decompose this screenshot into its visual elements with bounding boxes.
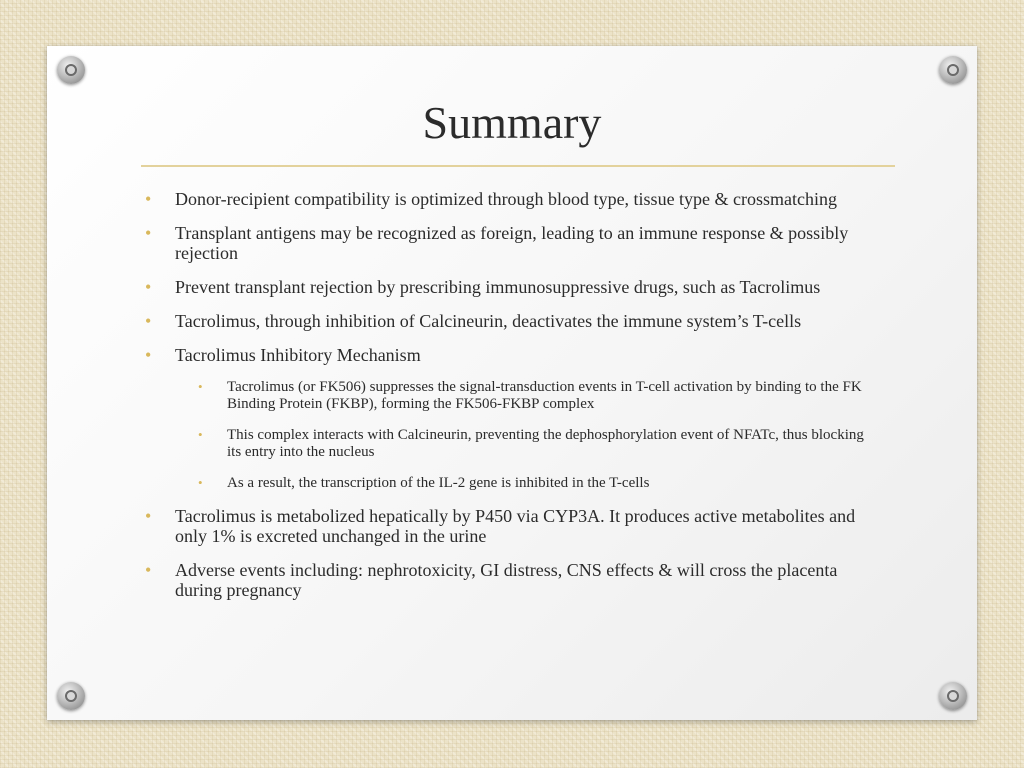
pin-icon: [57, 682, 85, 710]
sub-bullet-text: Tacrolimus (or FK506) suppresses the signal-transduction events in T-cell activation by binding to the FK Binding Protein (FKBP), forming the FK506-FKBP complex: [227, 379, 862, 412]
bullet-item: [141, 345, 881, 365]
bullet-text: Tacrolimus, through inhibition of Calcineurin, deactivates the immune system’s T-cells: [175, 311, 802, 331]
pin-icon: [939, 682, 967, 710]
bullet-item: [141, 560, 881, 600]
sub-bullet-item: [141, 379, 881, 413]
bullet-icon: •: [145, 223, 152, 243]
bullet-icon: •: [145, 311, 152, 331]
bullet-item: [141, 311, 881, 331]
sub-bullet-icon: •: [198, 427, 203, 442]
bullet-item: [141, 277, 881, 297]
bullet-list: [141, 189, 881, 614]
bullet-item: [141, 223, 881, 263]
bullet-item: [141, 189, 881, 209]
bullet-text: Donor-recipient compatibility is optimized through blood type, tissue type & crossmatching: [175, 189, 838, 209]
sub-bullet-item: [141, 475, 881, 492]
sub-bullet-text: As a result, the transcription of the IL-2 gene is inhibited in the T-cells: [227, 475, 650, 491]
title-divider: [141, 165, 895, 167]
bullet-text: Tacrolimus is metabolized hepatically by P450 via CYP3A. It produces active metabolites and only 1% is excreted unchanged in the urine: [175, 506, 856, 546]
bullet-icon: •: [145, 560, 152, 580]
sub-bullet-icon: •: [198, 475, 203, 490]
bullet-text: Adverse events including: nephrotoxicity, GI distress, CNS effects & will cross the placenta during pregnancy: [175, 560, 838, 600]
pin-icon: [57, 56, 85, 84]
bullet-item: [141, 506, 881, 546]
sub-bullet-item: [141, 427, 881, 461]
bullet-icon: •: [145, 506, 152, 526]
sub-bullet-text: This complex interacts with Calcineurin, preventing the dephosphorylation event of NFATc, thus blocking its entry into the nucleus: [227, 427, 864, 460]
sub-bullet-icon: •: [198, 379, 203, 394]
bullet-text: Transplant antigens may be recognized as foreign, leading to an immune response & possibly rejection: [175, 223, 849, 263]
bullet-text: Tacrolimus Inhibitory Mechanism: [175, 345, 421, 365]
bullet-icon: •: [145, 189, 152, 209]
slide-title: Summary: [422, 97, 602, 148]
bullet-icon: •: [145, 345, 152, 365]
bullet-icon: •: [145, 277, 152, 297]
slide: [47, 46, 977, 720]
pin-icon: [939, 56, 967, 84]
bullet-text: Prevent transplant rejection by prescribing immunosuppressive drugs, such as Tacrolimus: [175, 277, 821, 297]
